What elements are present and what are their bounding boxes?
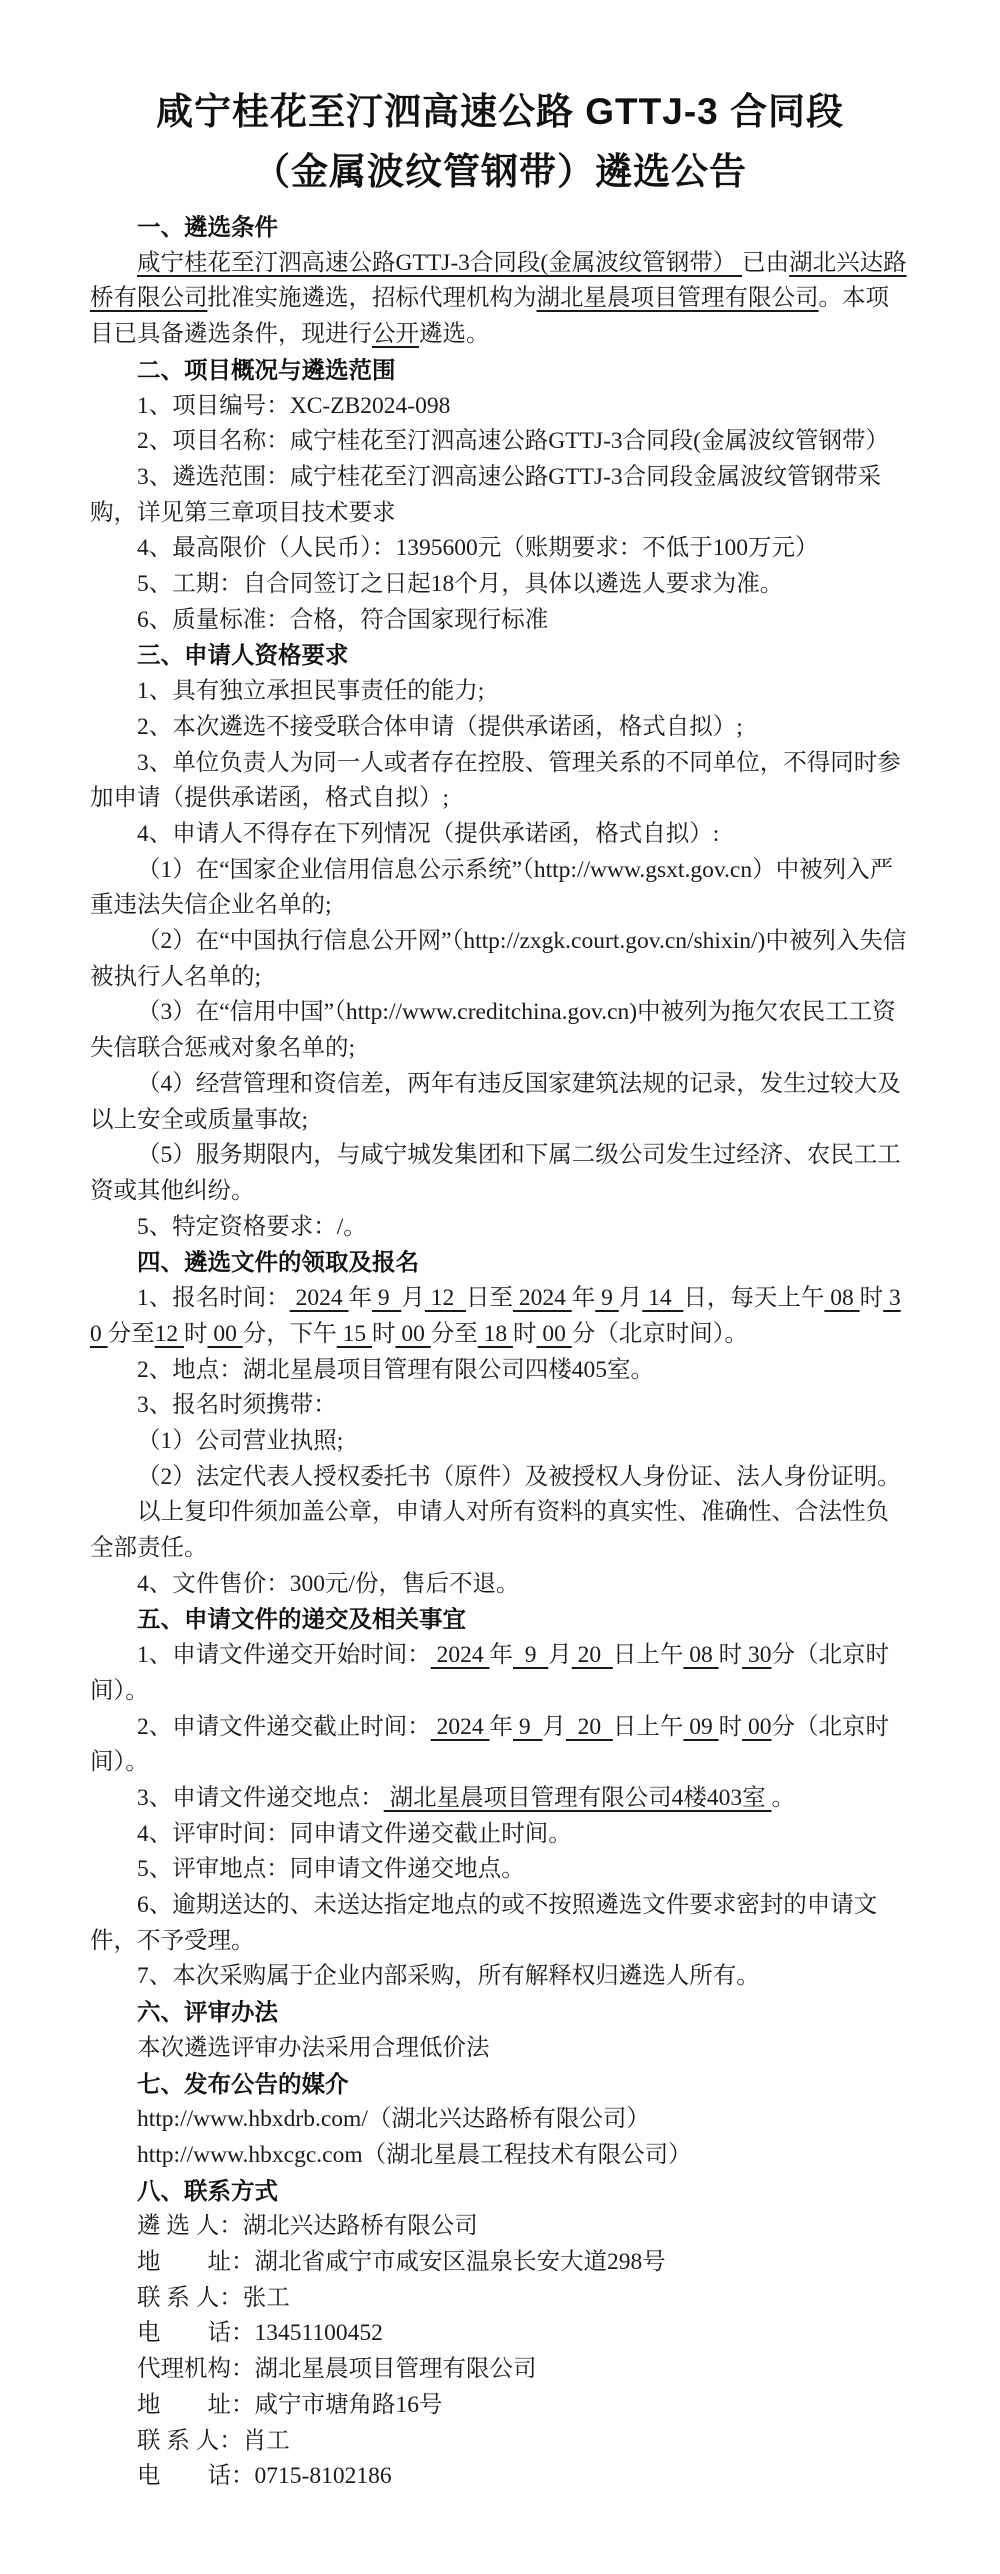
underlined-text: 9 — [372, 1285, 402, 1312]
underlined-text: 2024 — [289, 1285, 349, 1312]
text-run: 2、申请文件递交截止时间： — [137, 1713, 431, 1740]
underlined-text: 00 — [742, 1713, 772, 1740]
underlined-text: 15 — [336, 1320, 372, 1347]
paragraph — [90, 1852, 910, 1888]
paragraph — [90, 1281, 910, 1352]
paragraph — [90, 1888, 910, 1959]
paragraph — [90, 1067, 910, 1138]
section-heading — [90, 1245, 910, 1281]
text-run: 。 — [771, 1784, 795, 1811]
underlined-text: 9 — [513, 1642, 549, 1669]
paragraph — [90, 2245, 910, 2281]
text-run: 日上午 — [612, 1713, 684, 1740]
page-title — [90, 82, 910, 202]
text-run: 已由 — [742, 249, 790, 276]
underlined-text: 2024 — [430, 1713, 490, 1740]
text-run: 八、联系方式 — [137, 2177, 278, 2204]
paragraph — [90, 1781, 910, 1817]
text-run: 2、项目名称：咸宁桂花至汀泗高速公路GTTJ-3合同段(金属波纹管钢带） — [137, 428, 889, 455]
text-run: 时 — [718, 1642, 743, 1669]
text-run: 日上午 — [612, 1642, 684, 1669]
text-run: 1、具有独立承担民事责任的能力; — [137, 678, 485, 705]
paragraph — [90, 2031, 910, 2067]
text-run: 联 系 人：张工 — [137, 2284, 290, 2311]
paragraph — [90, 1495, 910, 1566]
section-heading — [90, 2067, 910, 2103]
text-run: 4、评审时间：同申请文件递交截止时间。 — [137, 1820, 572, 1847]
paragraph — [90, 2102, 910, 2138]
paragraph — [90, 2352, 910, 2388]
text-run: 3、遴选范围：咸宁桂花至汀泗高速公路GTTJ-3合同段金属波纹管钢带采购，详见第三章项目技术要求 — [90, 463, 882, 526]
underlined-text: 14 — [642, 1285, 684, 1312]
underlined-text: 08 — [824, 1285, 860, 1312]
paragraph — [90, 603, 910, 639]
text-run: 一、遴选条件 — [137, 214, 278, 240]
text-run: 4、申请人不得存在下列情况（提供承诺函，格式自拟）: — [137, 820, 720, 847]
paragraph — [90, 1638, 910, 1709]
text-run: 五、申请文件的递交及相关事宜 — [137, 1606, 466, 1633]
text-run: 1、申请文件递交开始时间： — [137, 1642, 431, 1669]
text-run: 3、报名时须携带： — [137, 1392, 337, 1419]
paragraph — [90, 1353, 910, 1389]
underlined-text: 30 — [742, 1642, 772, 1669]
text-run: 四、遴选文件的领取及报名 — [137, 1249, 419, 1276]
text-run: 地 址：咸宁市塘角路16号 — [137, 2391, 443, 2418]
text-run: 遴选。 — [419, 321, 490, 348]
paragraph — [90, 567, 910, 603]
paragraph — [90, 1138, 910, 1209]
underlined-text: 9 — [513, 1713, 543, 1740]
text-run: 3、单位负责人为同一人或者存在控股、管理关系的不同单位，不得同时参加申请（提供承诺函，格式自拟）; — [90, 749, 901, 812]
text-run: 二、项目概况与遴选范围 — [137, 356, 396, 383]
underlined-text: 30 — [90, 1285, 901, 1347]
text-run: 时 — [718, 1713, 743, 1740]
text-run: 分（北京时间）。 — [571, 1320, 748, 1347]
text-run: 时 — [184, 1320, 208, 1347]
text-run: 年 — [489, 1713, 513, 1740]
paragraph — [90, 2281, 910, 2317]
document-body — [90, 210, 910, 2495]
text-run: （2）在“中国执行信息公开网”（http://zxgk.court.gov.cn/shixin/)中被列入失信被执行人名单的; — [90, 928, 907, 990]
text-run: 月 — [542, 1713, 566, 1740]
page-title-line1: 咸宁桂花至汀泗高速公路 GTTJ-3 合同段 — [155, 91, 845, 132]
section-heading — [90, 638, 910, 674]
paragraph — [90, 389, 910, 425]
text-run: 年 — [348, 1285, 372, 1312]
text-run: 批准实施遴选，招标代理机构为 — [207, 285, 537, 312]
text-run: 分，下午 — [242, 1320, 337, 1347]
underlined-text: 08 — [683, 1642, 719, 1669]
text-run: 本次遴选评审办法采用合理低价法 — [137, 2034, 490, 2061]
text-run: 2、本次遴选不接受联合体申请（提供承诺函，格式自拟）; — [137, 713, 743, 740]
paragraph — [90, 1710, 910, 1781]
text-run: 遴 选 人：湖北兴达路桥有限公司 — [137, 2213, 478, 2240]
section-heading — [90, 2174, 910, 2210]
text-run: 5、特定资格要求：/。 — [137, 1213, 367, 1240]
section-heading — [90, 353, 910, 389]
text-run: 分至 — [430, 1320, 478, 1347]
paragraph — [90, 2388, 910, 2424]
underlined-text: 18 — [477, 1320, 513, 1347]
text-run: 七、发布公告的媒介 — [137, 2070, 349, 2097]
text-run: 六、评审办法 — [137, 1999, 278, 2026]
text-run: 年 — [489, 1642, 513, 1669]
text-run: 5、工期：自合同签订之日起18个月，具体以遴选人要求为准。 — [137, 571, 784, 598]
underlined-text: 湖北星晨项目管理有限公司 — [536, 285, 819, 312]
underlined-text: 20 — [565, 1713, 613, 1740]
underlined-text: 20 — [571, 1642, 613, 1669]
text-run: http://www.hbxcgc.com（湖北星晨工程技术有限公司） — [137, 2141, 692, 2168]
paragraph — [90, 1210, 910, 1246]
text-run: 分至 — [107, 1320, 155, 1347]
text-run: 6、逾期送达的、未送达指定地点的或不按照遴选文件要求密封的申请文件，不予受理。 — [90, 1892, 878, 1954]
underlined-text: 湖北星晨项目管理有限公司4楼403室 — [383, 1784, 772, 1811]
underlined-text: 12 — [424, 1285, 466, 1312]
text-run: （1）在“国家企业信用信息公示系统”（http://www.gsxt.gov.cn）中被列入严重违法失信企业名单的; — [90, 856, 894, 919]
text-run: 以上复印件须加盖公章，申请人对所有资料的真实性、准确性、合法性负全部责任。 — [90, 1499, 889, 1562]
paragraph — [90, 1959, 910, 1995]
text-run: 7、本次采购属于企业内部采购，所有解释权归遴选人所有。 — [137, 1963, 760, 1990]
text-run: 分（北京时间）。 — [90, 1713, 889, 1776]
text-run: 4、文件售价：300元/份，售后不退。 — [137, 1570, 520, 1597]
paragraph — [90, 2459, 910, 2495]
paragraph — [90, 2424, 910, 2460]
text-run: 联 系 人：肖工 — [137, 2427, 290, 2454]
paragraph — [90, 1817, 910, 1853]
text-run: 1、项目编号：XC-ZB2024-098 — [137, 392, 451, 419]
underlined-text: 09 — [683, 1713, 719, 1740]
underlined-text: 湖北兴达路桥有限公司 — [90, 249, 907, 312]
underlined-text: 00 — [395, 1320, 431, 1347]
underlined-text: 公开 — [372, 321, 419, 348]
underlined-text: 00 — [536, 1320, 572, 1347]
text-run: 2、地点：湖北星晨项目管理有限公司四楼405室。 — [137, 1356, 654, 1383]
paragraph — [90, 995, 910, 1066]
text-run: 6、质量标准：合格，符合国家现行标准 — [137, 606, 549, 633]
paragraph — [90, 2209, 910, 2245]
underlined-text: 2024 — [430, 1642, 490, 1669]
text-run: （3）在“信用中国”（http://www.creditchina.gov.cn)中被列为拖欠农民工工资失信联合惩戒对象名单的; — [90, 999, 896, 1062]
text-run: 。本项目已具备遴选条件，现进行 — [90, 285, 889, 348]
underlined-text: 9 — [595, 1285, 619, 1312]
paragraph — [90, 1567, 910, 1603]
text-run: 电 话：13451100452 — [137, 2320, 383, 2347]
text-run: 三、申请人资格要求 — [137, 642, 349, 669]
text-run: 月 — [548, 1642, 572, 1669]
paragraph — [90, 424, 910, 460]
section-heading — [90, 1995, 910, 2031]
section-heading — [90, 210, 910, 246]
underlined-text: 00 — [207, 1320, 243, 1347]
text-run: 日至 — [466, 1285, 513, 1312]
text-run: 地 址：湖北省咸宁市咸安区温泉长安大道298号 — [137, 2249, 666, 2276]
paragraph — [90, 1388, 910, 1424]
paragraph — [90, 924, 910, 995]
text-run: （4）经营管理和资信差，两年有违反国家建筑法规的记录，发生过较大及以上安全或质量事故; — [90, 1070, 901, 1133]
paragraph — [90, 817, 910, 853]
paragraph — [90, 2138, 910, 2174]
text-run: 时 — [372, 1320, 396, 1347]
paragraph — [90, 460, 910, 531]
paragraph — [90, 1424, 910, 1460]
text-run: 5、评审地点：同申请文件递交地点。 — [137, 1856, 525, 1883]
underlined-text: 12 — [154, 1320, 184, 1347]
text-run: 1、报名时间： — [137, 1285, 290, 1312]
text-run: 分（北京时间）。 — [90, 1642, 889, 1704]
text-run: 3、申请文件递交地点： — [137, 1784, 384, 1811]
page-title-line2: （金属波纹管钢带）遴选公告 — [253, 151, 747, 192]
text-run: 日，每天上午 — [683, 1285, 825, 1312]
text-run: 月 — [618, 1285, 643, 1312]
paragraph — [90, 246, 910, 353]
text-run: 月 — [401, 1285, 425, 1312]
paragraph — [90, 531, 910, 567]
text-run: 时 — [513, 1320, 537, 1347]
text-run: http://www.hbxdrb.com/（湖北兴达路桥有限公司） — [137, 2106, 650, 2133]
text-run: 电 话：0715-8102186 — [137, 2463, 392, 2490]
paragraph — [90, 1460, 910, 1496]
text-run: （5）服务期限内，与咸宁城发集团和下属二级公司发生过经济、农民工工资或其他纠纷。 — [90, 1142, 901, 1204]
paragraph — [90, 853, 910, 924]
paragraph — [90, 2316, 910, 2352]
text-run: （2）法定代表人授权委托书（原件）及被授权人身份证、法人身份证明。 — [137, 1463, 901, 1490]
text-run: 年 — [571, 1285, 596, 1312]
paragraph — [90, 746, 910, 817]
section-heading — [90, 1602, 910, 1638]
text-run: 时 — [859, 1285, 884, 1312]
paragraph — [90, 674, 910, 710]
text-run: 代理机构：湖北星晨项目管理有限公司 — [137, 2356, 537, 2383]
underlined-text: 2024 — [513, 1285, 572, 1312]
text-run: 4、最高限价（人民币）：1395600元（账期要求：不低于100万元） — [137, 535, 819, 562]
underlined-text: 咸宁桂花至汀泗高速公路GTTJ-3合同段(金属波纹管钢带） — [137, 249, 743, 276]
paragraph — [90, 710, 910, 746]
text-run: （1）公司营业执照; — [137, 1427, 344, 1454]
